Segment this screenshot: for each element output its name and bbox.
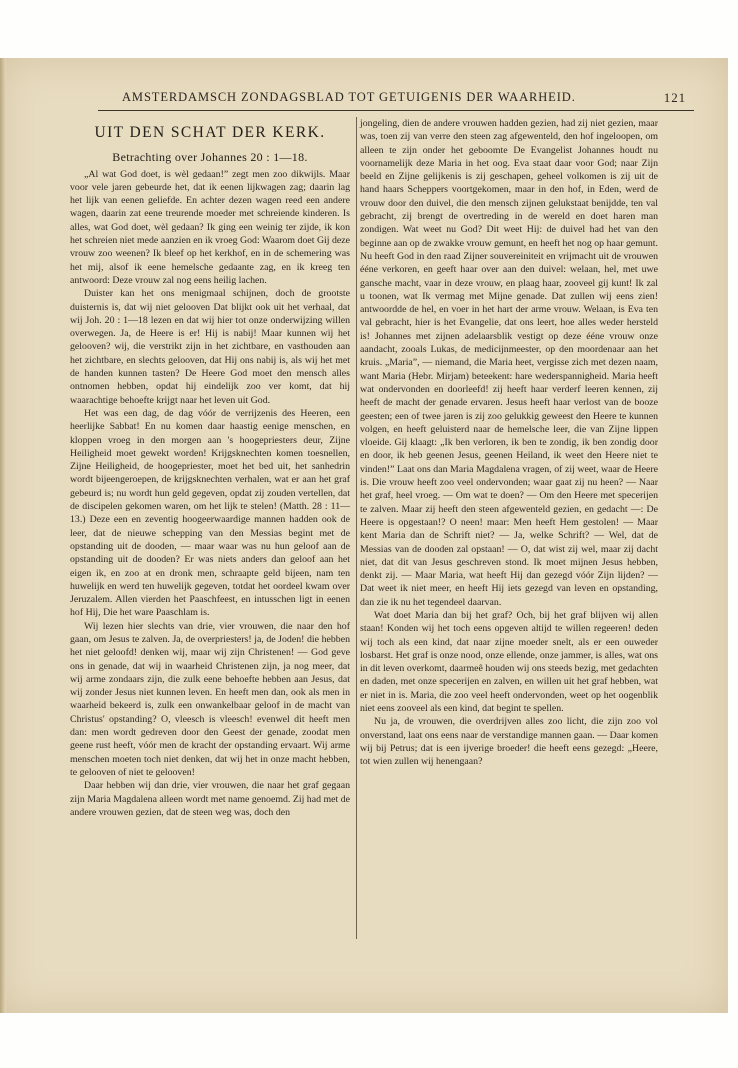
page-number: 121 <box>663 90 686 105</box>
article-title: UIT DEN SCHAT DER KERK. <box>94 124 326 141</box>
left-column <box>70 114 350 819</box>
right-column <box>360 117 658 769</box>
running-header <box>98 90 694 108</box>
page-edge <box>0 58 6 1013</box>
paragraph: Wij lezen hier slechts van drie, vier vrouwen, die naar den hof gaan, om Jesus te zalven. Ja, de overpriesters! ja, de Joden! die hebben het niet geloofd! denken wij, maar wij zijn Christenen! — God geve ons in genade, dat wij in waarheid Christenen zijn, ja nog meer, dat wij arme zondaars zijn, die zulk eene behoefte hebben aan Jesus, dat wij zonder Jesus niet kunnen leven. En heeft men dan, ook als men in waarheid bekeerd is, zulk een onwankelbaar geloof in de macht van Christus' opstanding? O, vleesch is vleesch! evenwel dit heeft men dan: men wordt gedreven door den Geest der genade, zoodat men geene rust heeft, vóór men de kracht der opstanding ervaart. Wij arme menschen moeten toch niet denken, dat wij het in onze macht hebben, te gelooven of niet te gelooven! <box>70 620 350 778</box>
paragraph: Het was een dag, de dag vóór de verrijzenis des Heeren, een heerlijke Sabbat! En nu komen daar haastig eenige menschen, en kloppen vroeg in den morgen aan 's hoogepriesters deur, Zijne Heiligheid moet gewekt worden! Krijgsknechten komen toesnellen, Zijne Heiligheid, de hoogepriester, moet het bed uit, het sanhedrin wordt bijeengeroepen, de krijgsknechten verhalen, wat er aan het graf gebeurd is; nu wordt hun geld gegeven, opdat zij zouden vertellen, dat de discipelen gekomen waren, om het lijk te stelen! (Matth. 28 : 11—13.) Deze een en zeventig hoogeerwaardige mannen hadden ook de leer, dat de nieuwe schepping van den Messias begint met de opstanding uit de dooden, — maar waar was nu hun geloof aan de opstanding uit de dooden? Er was niets anders dan geloof aan het eigen ik, en zoo at en dronk men, schraapte geld bijeen, nam ten huwelijk en werd ten huwelijk gegeven, totdat het oordeel kwam over Jeruzalem. Allen vierden het Paaschfeest, en intusschen ligt in eenen hof Hij, Die het ware Paaschlam is. <box>70 407 350 619</box>
paragraph: jongeling, dien de andere vrouwen hadden gezien, had zij niet gezien, maar was, toen zij van verre den steen zag afgewenteld, den hof ingeloopen, om alleen te zijn onder het geboomte De Evangelist Johannes houdt nu voornamelijk deze Maria in het oog. Eva staat daar voor God; naar Zijn beeld en Zijne gelijkenis is zij geschapen, geheel volkomen is zij uit de hand haars Scheppers voortgekomen, maar in den hof, in Eden, werd de vrouw door den duivel, die den mensch zijnen gelukstaat benijdde, ten val gebracht, zij brengt de overtreding in de wereld en doet haren man zondigen. Wat weet nu God? Dit weet Hij: de duivel had het van den beginne aan op de zwakke vrouw gemunt, en heeft het nog op haar gemunt. Nu heeft God in den raad Zijner souvereiniteit en vrijmacht uit de vrouwen ééne verkoren, en geeft haar over aan den duivel: welaan, hel, met uwe gansche macht, vaar in deze vrouw, en plaag haar, zooveel gij kunt! Ik zal u toonen, wat Ik vermag met Mijne genade. Dat zullen wij eens zien! antwoordde de hel, en voer in het hart der arme vrouw. Welaan, is Eva ten val gebracht, hier is het Evangelie, dat ons leert, hoe alles weder hersteld is! Johannes met zijnen adelaarsblik vestigt op deze ééne vrouw onze aandacht, zooals Lukas, de medicijnmeester, op den moordenaar aan het kruis. „Maria”, — niemand, die Maria heet, vergisse zich met dezen naam, want Maria (Hebr. Mirjam) beteekent: hare wederspannigheid. Maria heeft wat ondervonden en doorleefd! zij heeft haar verderf leeren kennen, zij heeft de macht der genade ervaren. Jesus heeft haar verlost van de booze geesten; een of twee jaren is zij zoo gelukkig geweest den Heere te kunnen volgen, en heeft geluisterd naar de hemelsche leer, die van Zijne lippen vloeide. Gij klaagt: „Ik ben verloren, ik ben te zondig, ik ben zondig door en door, ik heb geenen Jesus, geenen Heiland, ik weet den Heere niet te vinden!” Laat ons dan Maria Magdalena vragen, of zij weet, waar de Heere is. Die vrouw heeft zoo veel ondervonden; waar gaat zij nu heen? — Naar het graf, heel vroeg. — Om wat te doen? — Om den Heere met specerijen te zalven. Maar zij heeft den steen afgewenteld gezien, en gedacht —: De Heere is opgestaan!? O neen! maar: Men heeft Hem gestolen! — Maar kent Maria dan de Schrift niet? — Ja, welke Schrift? — Wel, dat de Messias van de dooden zal opstaan! — O, dat wist zij wel, maar zij dacht niet, dat dit van Jesus geschreven stond. Ik moet mijnen Jesus hebben, denkt zij. — Maar Maria, wat heeft Hij dan gezegd vóór Zijn lijden? — Dat weet ik niet meer, en heeft Hij iets gezegd van leven en opstanding, dan zie ik nu het tegendeel daarvan. <box>360 118 658 608</box>
paragraph: „Al wat God doet, is wèl gedaan!” zegt men zoo dikwijls. Maar voor vele jaren gebeurde het, dat ik eenen lijkwagen zag; daarin lag het lijk van eenen geliefde. En achter dezen wagen reed een andere wagen, daarin zat eene treurende moeder met schreiende kinderen. Is alles, wat God doet, wèl gedaan? Ik ging een weinig ter zijde, ik kon het schreien niet mede aanzien en ik vroeg God: Waarom doet Gij deze vrouw zoo weenen? Ik bleef op het kerkhof, en in de schemering was het mij, alsof ik eene hemelsche gedaante zag, en ik kreeg ten antwoord: Deze vrouw zal nog eens heilig lachen. <box>70 168 351 286</box>
paragraph: Wat doet Maria dan bij het graf? Och, bij het graf blijven wij allen staan! Konden wij het toch eens opgeven altijd te willen regeeren! deden wij toch als een kind, dat naar zijne moeder snelt, als er een ouweder losbarst. Het graf is onze nood, onze ellende, onze jammer, is alles, wat ons in dit leven overkomt, daarmeê houden wij ons steeds bezig, met gedachten en daden, met onze specerijen en zalven, en willen uit het graf hebben, wat er niet in is. Maria, die zoo veel heeft ondervonden, weet op het oogenblik niet eens zooveel als een kind, dat begint te spellen. <box>360 609 658 715</box>
paragraph: Daar hebben wij dan drie, vier vrouwen, die naar het graf gegaan zijn Maria Magdalena alleen wordt met name genoemd. Zij had met de andere vrouwen gezien, dat de steen weg was, doch den <box>70 780 350 818</box>
paragraph: Nu ja, de vrouwen, die overdrijven alles zoo licht, die zijn zoo vol onverstand, laat ons eens naar de verstandige mannen gaan. — Daar komen wij bij Petrus; dat is een ijverige broeder! die heeft eens gezegd: „Heere, tot wien zullen wij henengaan? <box>360 716 658 768</box>
paragraph: Duister kan het ons menigmaal schijnen, doch de grootste duisternis is, dat wij niet gelooven Dat blijkt ook uit het verhaal, dat wij Joh. 20 : 1—18 lezen en dat wij hier tot onze onderwijzing willen overwegen. Ja, de Heere is er! Hij is nabij! Maar kunnen wij het gelooven? wij, die verstrikt zijn in het zichtbare, en vasthouden aan het zichtbare, en slechts gelooven, dat Hij ons nabij is, als wij het met de handen kunnen tasten? De Heere God moet den mensch alles ontnomen hebben, opdat hij eindelijk zoo ver komt, dat hij waarachtige behoefte krijgt naar het leven uit God. <box>70 288 350 406</box>
header-title: AMSTERDAMSCH ZONDAGSBLAD TOT GETUIGENIS DER WAARHEID. <box>122 90 576 104</box>
column-divider <box>356 117 357 939</box>
article-subtitle: Betrachting over Johannes 20 : 1—18. <box>112 150 308 165</box>
header-rule <box>98 110 694 111</box>
